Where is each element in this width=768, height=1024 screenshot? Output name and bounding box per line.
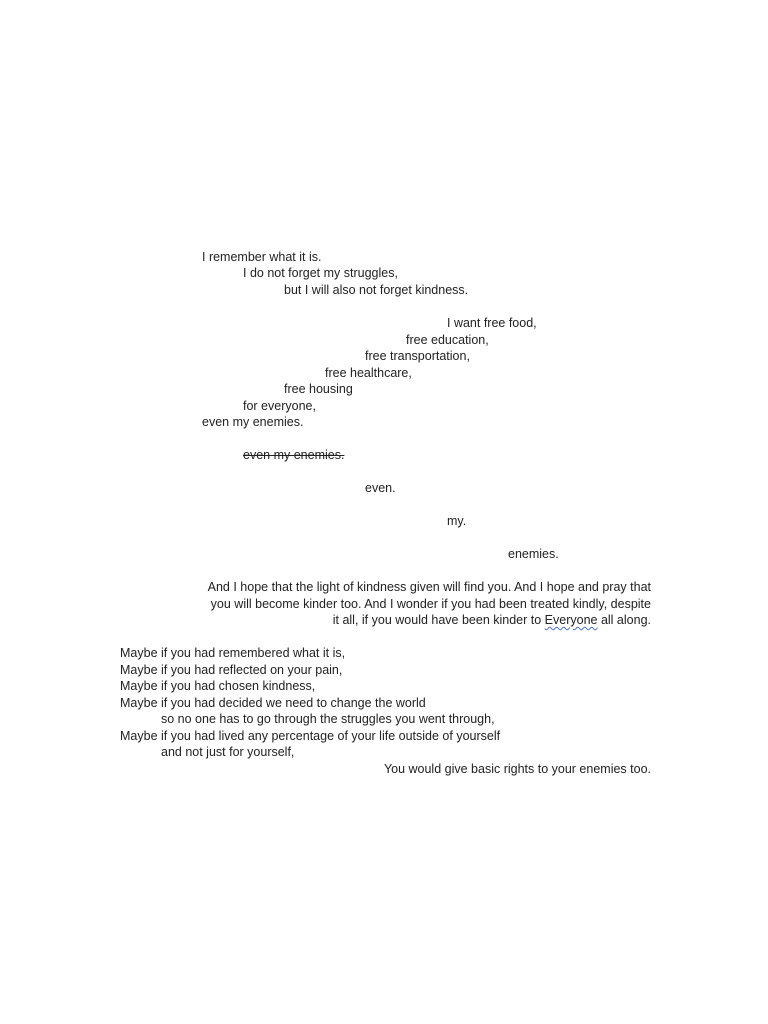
poem-line: free housing	[284, 382, 353, 396]
paragraph-text: it all, if you would have been kinder to	[332, 613, 545, 627]
poem-word: my.	[447, 514, 467, 528]
poem-line: free education,	[406, 333, 489, 347]
poem-line: and not just for yourself,	[161, 745, 295, 759]
poem-word: enemies.	[508, 547, 559, 561]
poem-line: free transportation,	[365, 349, 470, 363]
paragraph-line: you will become kinder too. And I wonder if you had been treated kindly, despite	[210, 597, 651, 611]
poem-line: Maybe if you had reflected on your pain,	[120, 663, 343, 677]
poem-line: so no one has to go through the struggles you went through,	[161, 712, 495, 726]
paragraph-line: And I hope that the light of kindness given will find you. And I hope and pray that	[207, 580, 651, 594]
poem-line: Maybe if you had remembered what it is,	[120, 646, 346, 660]
poem-line: Maybe if you had chosen kindness,	[120, 679, 316, 693]
poem-line: Maybe if you had decided we need to change the world	[120, 696, 426, 710]
poem-line: but I will also not forget kindness.	[284, 283, 469, 297]
poem-line: I do not forget my struggles,	[243, 266, 398, 280]
poem-line: even my enemies.	[202, 415, 304, 429]
poem-line: Maybe if you had lived any percentage of your life outside of yourself	[120, 729, 501, 743]
poem-line: You would give basic rights to your enemies too.	[383, 762, 651, 776]
poem-line: I remember what it is.	[202, 250, 322, 264]
paragraph-line	[333, 612, 651, 628]
poem-line: I want free food,	[447, 316, 537, 330]
spellcheck-flagged-word[interactable]: Everyone	[544, 613, 598, 627]
paragraph-text: all along.	[597, 613, 651, 627]
struck-poem-line: even my enemies.	[243, 448, 345, 462]
poem-word: even.	[365, 481, 396, 495]
poem-line: for everyone,	[243, 399, 316, 413]
poem-line: free healthcare,	[325, 366, 412, 380]
